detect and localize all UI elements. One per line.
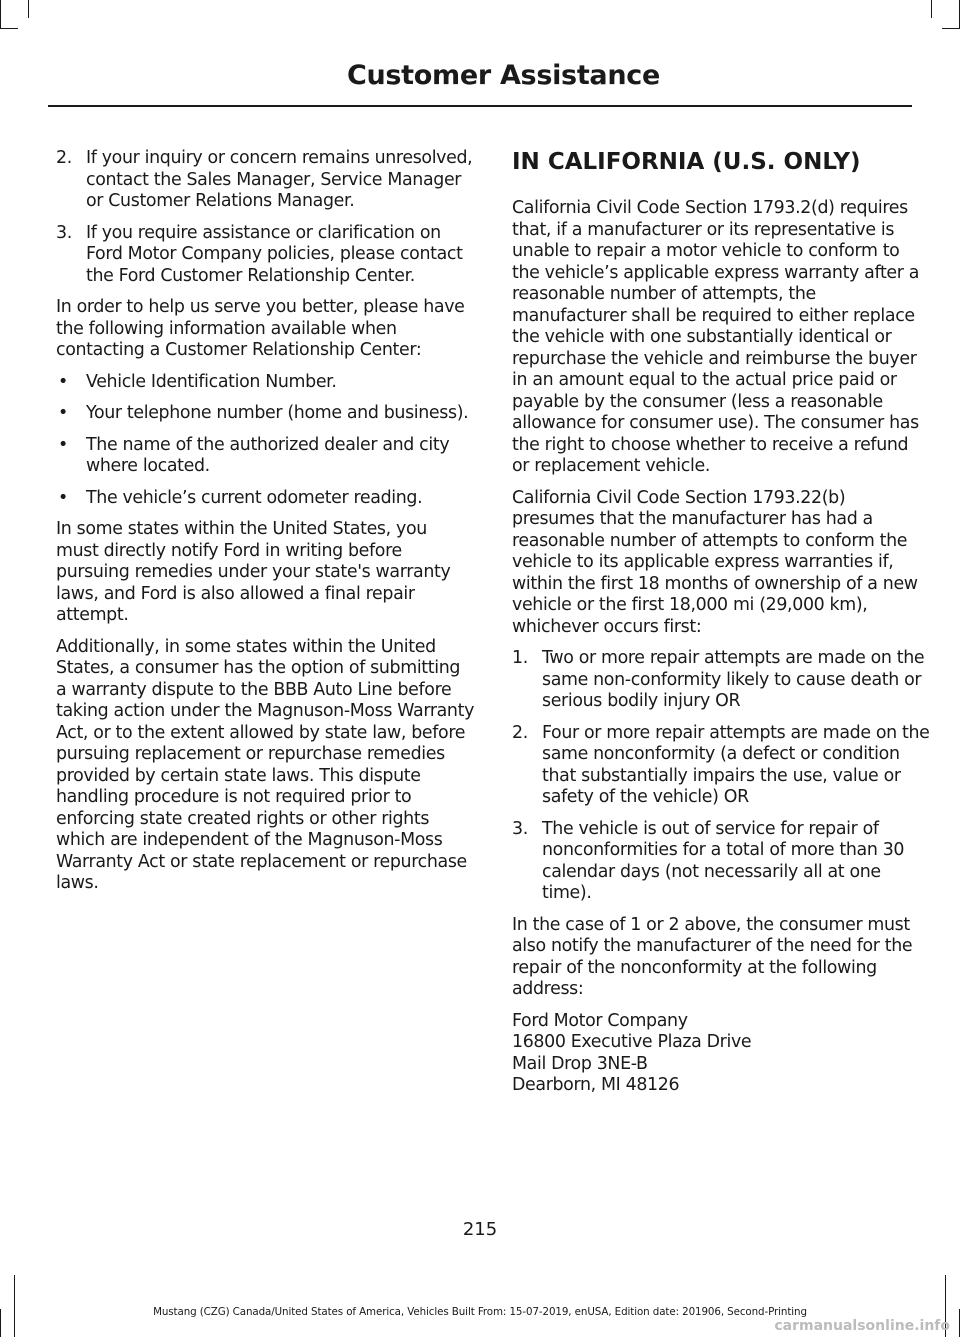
- header-divider: [48, 105, 912, 107]
- bullet-text: Vehicle Identification Number.: [86, 371, 337, 392]
- address-line: 16800 Executive Plaza Drive: [512, 1032, 752, 1052]
- bullet-item: [56, 435, 474, 478]
- list-item: [56, 223, 474, 288]
- crop-mark: [28, 0, 29, 18]
- section-heading: IN CALIFORNIA (U.S. ONLY): [512, 149, 861, 175]
- item-text: Four or more repair attempts are made on the same nonconformity (a defect or condition that substantially impairs the use, value or safety of the vehicle) OR: [542, 722, 930, 807]
- right-column: [512, 148, 930, 1097]
- item-number: 3.: [512, 818, 528, 839]
- bullet-text: The name of the authorized dealer and city where located.: [86, 434, 450, 476]
- paragraph-1793-2: California Civil Code Section 1793.2(d) requires that, if a manufacturer or its representative is unable to repair a motor vehicle to conform to the vehicle’s applicable express warranty after a reasonable number of attempts, the manufacturer shall be required to either replace the vehicle with one substantially identical or repurchase the vehicle and reimburse the buyer in an amount equal to the actual price paid or payable by the consumer (less a reasonable allowance for consumer use). The consumer has the right to choose whether to receive a refund or replacement vehicle.: [512, 198, 920, 476]
- list-item: [512, 723, 930, 809]
- mailing-address: [512, 1011, 930, 1097]
- address-line: Mail Drop 3NE-B: [512, 1053, 648, 1074]
- bullet-text: The vehicle’s current odometer reading.: [86, 487, 423, 508]
- crop-mark: [0, 0, 1, 28]
- crop-mark: [0, 28, 18, 29]
- list-item: [512, 648, 930, 713]
- item-number: 2.: [56, 148, 72, 168]
- bullet-icon: •: [58, 434, 68, 455]
- address-line: Dearborn, MI 48126: [512, 1075, 680, 1095]
- address-line: Ford Motor Company: [512, 1010, 688, 1031]
- item-number: 1.: [512, 648, 528, 668]
- item-text: If your inquiry or concern remains unresolved, contact the Sales Manager, Service Manager or Customer Relations Manager.: [86, 148, 473, 211]
- item-number: 3.: [56, 222, 72, 243]
- paragraph-1793-22: California Civil Code Section 1793.22(b) presumes that the manufacturer has had a reasonable number of attempts to conform the vehicle to its applicable express warranties if, within the first 18 months of ownership of a new vehicle or the first 18,000 mi (29,000 km), whichever occurs first:: [512, 487, 918, 637]
- item-number: 2.: [512, 722, 528, 743]
- bullet-icon: •: [58, 371, 68, 392]
- paragraph-notify: In the case of 1 or 2 above, the consumer must also notify the manufacturer of the need for the repair of the nonconformity at the following address:: [512, 914, 913, 999]
- item-text: The vehicle is out of service for repair of nonconformities for a total of more than 30 calendar days (not necessarily all at one time).: [542, 818, 905, 903]
- watermark: carmanualsonline.info: [774, 1318, 950, 1334]
- bullet-icon: •: [58, 487, 68, 508]
- crop-mark: [942, 28, 960, 29]
- item-text: If you require assistance or clarification on Ford Motor Company policies, please contact the Ford Customer Relationship Center.: [86, 222, 463, 286]
- list-item: [512, 819, 930, 905]
- bullet-item: [56, 403, 474, 425]
- bullet-icon: •: [58, 403, 68, 423]
- page-title: Customer Assistance: [346, 60, 660, 91]
- bullet-item: [56, 488, 474, 510]
- left-column: [56, 148, 474, 905]
- bullet-text: Your telephone number (home and business).: [86, 403, 469, 423]
- page-number: 215: [462, 1219, 498, 1240]
- bullet-item: [56, 372, 474, 394]
- crop-mark: [931, 0, 932, 18]
- paragraph-intro: In order to help us serve you better, please have the following information available when contacting a Customer Relationship Center:: [56, 297, 465, 360]
- footer-text: Mustang (CZG) Canada/United States of America, Vehicles Built From: 15-07-2019, enUSA, Edition date: 201906, Second-Printing: [153, 1306, 807, 1318]
- item-text: Two or more repair attempts are made on the same non-conformity likely to cause death or serious bodily injury OR: [542, 648, 925, 711]
- paragraph-additionally: Additionally, in some states within the United States, a consumer has the option of submitting a warranty dispute to the BBB Auto Line before taking action under the Magnuson-Moss Warranty Act, or to the extent allowed by state law, before pursuing replacement or repurchase remedies provided by certain state laws. This dispute handling procedure is not required prior to enforcing state created rights or other rights which are independent of the Magnuson-Moss Warranty Act or state replacement or repurchase laws.: [56, 636, 475, 893]
- list-item: [56, 148, 474, 213]
- paragraph-states: In some states within the United States, you must directly notify Ford in writing before pursuing remedies under your state's warranty laws, and Ford is also allowed a final repair attempt.: [56, 519, 451, 625]
